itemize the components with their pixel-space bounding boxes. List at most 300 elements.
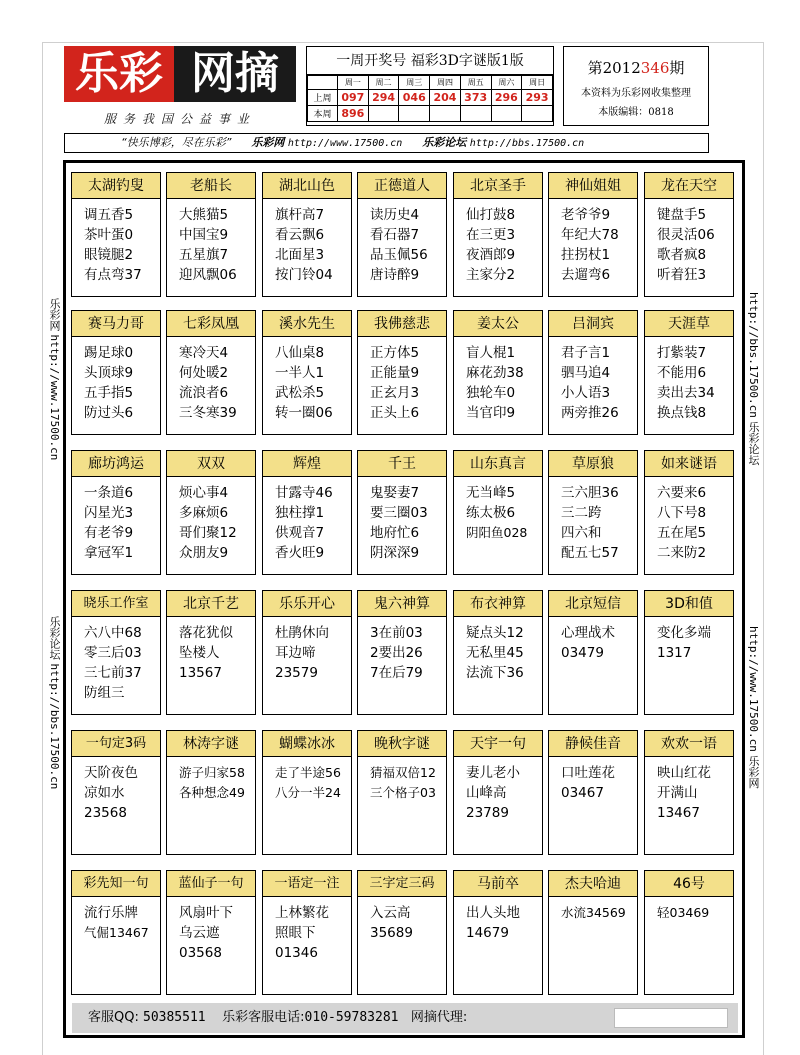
prediction-card — [71, 590, 161, 715]
prediction-card — [548, 870, 638, 995]
card-line: 唐诗醉9 — [370, 267, 420, 283]
prediction-card — [548, 450, 638, 575]
card-line: 口吐莲花 — [561, 765, 615, 781]
card-title: 欢欢一语 — [645, 731, 733, 757]
card-line: 键盘手5 — [657, 207, 707, 223]
logo-slogan: 服务我国公益事业 — [103, 112, 256, 126]
card-title: 七彩凤凰 — [167, 311, 255, 337]
card-line: 正能量9 — [370, 365, 420, 381]
card-body — [72, 897, 160, 943]
last-week-6: 296 — [491, 90, 522, 106]
card-line: 2要出26 — [370, 645, 423, 661]
card-title: 辉煌 — [263, 451, 351, 477]
card-title: 三字定三码 — [358, 871, 446, 897]
prediction-card — [71, 310, 161, 435]
card-line: 23568 — [84, 805, 127, 821]
card-title: 北京短信 — [549, 591, 637, 617]
card-line: 无私里45 — [466, 645, 524, 661]
card-title: 老船长 — [167, 173, 255, 199]
prediction-card — [453, 870, 543, 995]
card-line: 换点钱8 — [657, 405, 707, 421]
draw-title: 一周开奖号 福彩3D字谜版1版 — [307, 47, 553, 75]
card-line: 品玉佩56 — [370, 247, 428, 263]
card-title: 草原狼 — [549, 451, 637, 477]
card-line: 地府忙6 — [370, 525, 420, 541]
card-body — [167, 897, 255, 963]
card-line: 小人语3 — [561, 385, 611, 401]
prediction-card — [357, 310, 447, 435]
side-left-top — [48, 298, 61, 460]
side-left-bottom-url[interactable]: http://bbs.17500.cn — [48, 663, 61, 790]
prediction-card — [644, 870, 734, 995]
this-week-3 — [399, 106, 430, 122]
this-week-6 — [491, 106, 522, 122]
card-line: 三个格子03 — [370, 785, 436, 800]
card-line: 仙打鼓8 — [466, 207, 516, 223]
card-line: 八下号8 — [657, 505, 707, 521]
prediction-card — [166, 310, 256, 435]
card-title: 太湖钓叟 — [72, 173, 160, 199]
card-line: 读历史4 — [370, 207, 420, 223]
prediction-card — [453, 730, 543, 855]
card-title: 杰夫哈迪 — [549, 871, 637, 897]
card-line: 03568 — [179, 945, 222, 961]
card-title: 廊坊鸿运 — [72, 451, 160, 477]
card-line: 看石器7 — [370, 227, 420, 243]
card-line: 7在后79 — [370, 665, 423, 681]
side-right-bottom-name: 乐彩网 — [747, 755, 760, 789]
card-line: 转一圈06 — [275, 405, 333, 421]
card-line: 甘露寺46 — [275, 485, 333, 501]
issue-number: 346 — [640, 59, 670, 77]
side-right-bottom-url[interactable]: http://www.17500.cn — [747, 626, 760, 752]
card-line: 心理战术 — [561, 625, 615, 641]
card-line: 五星旗7 — [179, 247, 229, 263]
card-title: 如来谜语 — [645, 451, 733, 477]
card-line: 踢足球0 — [84, 345, 134, 361]
card-line: 头顶球9 — [84, 365, 134, 381]
card-body — [454, 199, 542, 285]
card-line: 妻儿老小 — [466, 765, 520, 781]
card-title: 赛马力哥 — [72, 311, 160, 337]
card-body — [167, 337, 255, 423]
card-line: 各种想念49 — [179, 785, 245, 800]
issue-suffix: 期 — [669, 59, 685, 77]
this-week-2 — [368, 106, 399, 122]
card-body — [167, 757, 255, 803]
prediction-card — [357, 450, 447, 575]
prediction-card — [548, 310, 638, 435]
side-left-bottom-name: 乐彩论坛 — [48, 616, 61, 660]
card-title: 晓乐工作室 — [72, 591, 160, 617]
side-left-bottom — [48, 616, 61, 789]
card-title: 一语定一注 — [263, 871, 351, 897]
card-title: 吕洞宾 — [549, 311, 637, 337]
this-week-label: 本周 — [308, 106, 338, 122]
card-body — [72, 199, 160, 285]
qq-number: 50385511 — [143, 1010, 206, 1025]
prediction-card — [453, 172, 543, 297]
card-line: 不能用6 — [657, 365, 707, 381]
card-title: 湖北山色 — [263, 173, 351, 199]
card-line: 六要来6 — [657, 485, 707, 501]
card-body — [549, 477, 637, 563]
prediction-card — [548, 172, 638, 297]
card-line: 一半人1 — [275, 365, 325, 381]
logo-part-1: 乐彩 — [64, 46, 174, 102]
card-line: 供观音7 — [275, 525, 325, 541]
card-body — [72, 617, 160, 703]
card-title: 林涛字谜 — [167, 731, 255, 757]
card-title: 一句定3码 — [72, 731, 160, 757]
site-url-link[interactable]: http://www.17500.cn — [287, 138, 403, 149]
card-body — [263, 477, 351, 563]
card-title: 蓝仙子一句 — [167, 871, 255, 897]
prediction-card — [548, 730, 638, 855]
card-line: 零三后03 — [84, 645, 142, 661]
card-line: 疑点头12 — [466, 625, 524, 641]
card-line: 在三更3 — [466, 227, 516, 243]
day-7: 周日 — [522, 76, 553, 90]
card-line: 无当峰5 — [466, 485, 516, 501]
side-left-top-url[interactable]: http://www.17500.cn — [48, 334, 61, 461]
forum-name: 乐彩论坛 — [422, 136, 467, 149]
prediction-card — [548, 590, 638, 715]
prediction-card — [644, 450, 734, 575]
card-line: 去遛弯6 — [561, 267, 611, 283]
card-body — [263, 337, 351, 423]
prediction-card — [166, 870, 256, 995]
card-body — [358, 199, 446, 285]
card-body — [454, 897, 542, 943]
side-right-top-name: 乐彩论坛 — [747, 421, 760, 466]
card-body — [645, 617, 733, 663]
side-right-top — [747, 292, 760, 465]
card-line: 正方体5 — [370, 345, 420, 361]
prediction-card — [262, 310, 352, 435]
card-line: 03467 — [561, 785, 604, 801]
card-line: 何处暖2 — [179, 365, 229, 381]
card-body — [167, 477, 255, 563]
last-week-1: 097 — [338, 90, 369, 106]
card-line: 流浪者6 — [179, 385, 229, 401]
card-line: 五在尾5 — [657, 525, 707, 541]
prediction-card — [357, 870, 447, 995]
card-line: 阴深深9 — [370, 545, 420, 561]
card-body — [645, 757, 733, 823]
card-line: 闪星光3 — [84, 505, 134, 521]
card-body — [645, 477, 733, 563]
card-line: 13467 — [657, 805, 700, 821]
card-line: 拄拐杖1 — [561, 247, 611, 263]
card-line: 流行乐牌 — [84, 905, 138, 921]
card-line: 乌云遮 — [179, 925, 220, 941]
card-line: 23579 — [275, 665, 318, 681]
phone-label: 乐彩客服电话: — [222, 1010, 305, 1025]
prediction-card — [644, 310, 734, 435]
card-title: 龙在天空 — [645, 173, 733, 199]
card-body — [549, 897, 637, 923]
prediction-card — [71, 450, 161, 575]
card-line: 阴阳鱼028 — [466, 525, 528, 540]
card-line: 落花犹似 — [179, 625, 233, 641]
card-body — [72, 757, 160, 823]
card-line: 五手指5 — [84, 385, 134, 401]
card-title: 溪水先生 — [263, 311, 351, 337]
card-line: 要三圈03 — [370, 505, 428, 521]
card-line: 寒冷天4 — [179, 345, 229, 361]
prediction-card — [71, 730, 161, 855]
card-line: 夜酒郎9 — [466, 247, 516, 263]
card-line: 23789 — [466, 805, 509, 821]
card-line: 三六胆36 — [561, 485, 619, 501]
prediction-card — [71, 172, 161, 297]
card-line: 耳边啼 — [275, 645, 316, 661]
card-body — [72, 337, 160, 423]
card-title: 正德道人 — [358, 173, 446, 199]
card-body — [454, 477, 542, 543]
card-line: 凉如水 — [84, 785, 125, 801]
card-title: 姜太公 — [454, 311, 542, 337]
side-right-bottom — [747, 626, 760, 788]
card-line: 眼镜腿2 — [84, 247, 134, 263]
card-body — [263, 897, 351, 963]
draw-table — [307, 75, 553, 122]
card-title: 马前卒 — [454, 871, 542, 897]
card-line: 盲人棍1 — [466, 345, 516, 361]
card-title: 布衣神算 — [454, 591, 542, 617]
card-line: 三冬寒39 — [179, 405, 237, 421]
site-name: 乐彩网 — [251, 136, 285, 149]
card-line: 坠楼人 — [179, 645, 220, 661]
card-line: 有老爷9 — [84, 525, 134, 541]
card-line: 防组三 — [84, 685, 125, 701]
last-week-3: 046 — [399, 90, 430, 106]
card-title: 46号 — [645, 871, 733, 897]
card-body — [549, 337, 637, 423]
prediction-card — [166, 730, 256, 855]
card-line: 八仙桌8 — [275, 345, 325, 361]
card-line: 驷马追4 — [561, 365, 611, 381]
card-line: 照眼下 — [275, 925, 316, 941]
card-line: 正头上6 — [370, 405, 420, 421]
card-line: 很灵活06 — [657, 227, 715, 243]
prediction-card — [357, 590, 447, 715]
card-title: 天涯草 — [645, 311, 733, 337]
card-line: 有点弯37 — [84, 267, 142, 283]
last-week-label: 上周 — [308, 90, 338, 106]
card-line: 烦心事4 — [179, 485, 229, 501]
card-body — [167, 199, 255, 285]
card-line: 开满山 — [657, 785, 698, 801]
prediction-card — [357, 172, 447, 297]
card-line: 看云飘6 — [275, 227, 325, 243]
card-line: 六八中68 — [84, 625, 142, 641]
card-body — [454, 757, 542, 823]
card-line: 麻花劲38 — [466, 365, 524, 381]
prediction-card — [644, 172, 734, 297]
card-line: 气倔13467 — [84, 925, 149, 940]
card-line: 主家分2 — [466, 267, 516, 283]
prediction-card — [262, 450, 352, 575]
card-title: 静候佳音 — [549, 731, 637, 757]
this-week-5 — [460, 106, 491, 122]
card-line: 三七前37 — [84, 665, 142, 681]
card-body — [645, 199, 733, 285]
card-line: 八分一半24 — [275, 785, 341, 800]
side-right-top-url[interactable]: http://bbs.17500.cn — [747, 292, 760, 418]
card-line: 歌者疯8 — [657, 247, 707, 263]
logo-part-2: 网摘 — [174, 46, 296, 102]
card-line: 当官印9 — [466, 405, 516, 421]
card-title: 天宇一句 — [454, 731, 542, 757]
card-line: 独柱撑1 — [275, 505, 325, 521]
card-line: 迎风飘06 — [179, 267, 237, 283]
card-line: 13567 — [179, 665, 222, 681]
card-line: 上林繁花 — [275, 905, 329, 921]
card-line: 打紫装7 — [657, 345, 707, 361]
card-line: 游子归家58 — [179, 765, 245, 780]
card-body — [263, 757, 351, 803]
prediction-card — [262, 870, 352, 995]
card-line: 走了半途56 — [275, 765, 341, 780]
last-week-4: 204 — [430, 90, 461, 106]
issue-editor: 本版编辑：0818 — [598, 107, 674, 118]
last-week-7: 293 — [522, 90, 553, 106]
card-line: 大熊猫5 — [179, 207, 229, 223]
card-line: 鬼娶妻7 — [370, 485, 420, 501]
prediction-card — [453, 590, 543, 715]
card-line: 北面星3 — [275, 247, 325, 263]
issue-note: 本资料为乐彩网收集整理 — [581, 88, 691, 99]
weekly-draw-box — [306, 46, 554, 126]
card-line: 老爷爷9 — [561, 207, 611, 223]
card-line: 法流下36 — [466, 665, 524, 681]
card-line: 35689 — [370, 925, 413, 941]
day-4: 周四 — [430, 76, 461, 90]
card-line: 按门铃04 — [275, 267, 333, 283]
card-line: 1317 — [657, 645, 692, 661]
card-body — [358, 757, 446, 803]
card-title: 晚秋字谜 — [358, 731, 446, 757]
card-title: 鬼六神算 — [358, 591, 446, 617]
card-line: 调五香5 — [84, 207, 134, 223]
card-line: 中国宝9 — [179, 227, 229, 243]
motto: “快乐博彩，尽在乐彩” — [121, 136, 232, 149]
card-line: 练太极6 — [466, 505, 516, 521]
forum-url-link[interactable]: http://bbs.17500.cn — [469, 138, 585, 149]
side-left-top-name: 乐彩网 — [48, 298, 61, 331]
card-line: 杜鹃休向 — [275, 625, 329, 641]
card-body — [549, 199, 637, 285]
card-line: 拿冠军1 — [84, 545, 134, 561]
card-body — [358, 897, 446, 943]
prediction-card — [453, 450, 543, 575]
card-line: 入云高 — [370, 905, 411, 921]
card-line: 防过头6 — [84, 405, 134, 421]
prediction-card — [453, 310, 543, 435]
card-line: 二来防2 — [657, 545, 707, 561]
day-1: 周一 — [338, 76, 369, 90]
card-line: 3在前03 — [370, 625, 423, 641]
prediction-card — [71, 870, 161, 995]
card-title: 双双 — [167, 451, 255, 477]
card-title: 北京圣手 — [454, 173, 542, 199]
card-line: 独轮车0 — [466, 385, 516, 401]
prediction-card — [644, 730, 734, 855]
card-line: 03479 — [561, 645, 604, 661]
agent-label: 网摘代理: — [410, 1010, 468, 1025]
card-line: 三二跨 — [561, 505, 602, 521]
card-line: 轻03469 — [657, 905, 710, 920]
card-body — [167, 617, 255, 683]
card-line: 年纪大78 — [561, 227, 619, 243]
card-line: 武松杀5 — [275, 385, 325, 401]
card-line: 猜福双倍12 — [370, 765, 436, 780]
card-line: 哥们聚12 — [179, 525, 237, 541]
card-title: 蝴蝶冰冰 — [263, 731, 351, 757]
tagline-bar — [64, 133, 709, 153]
this-week-7 — [522, 106, 553, 122]
card-body — [358, 477, 446, 563]
card-body — [358, 337, 446, 423]
card-line: 茶叶蛋0 — [84, 227, 134, 243]
card-line: 正玄月3 — [370, 385, 420, 401]
card-line: 香火旺9 — [275, 545, 325, 561]
card-title: 彩先知一句 — [72, 871, 160, 897]
card-body — [263, 199, 351, 285]
card-title: 北京千艺 — [167, 591, 255, 617]
this-week-1: 896 — [338, 106, 369, 122]
card-line: 听着狂3 — [657, 267, 707, 283]
card-line: 一条道6 — [84, 485, 134, 501]
issue-title — [564, 57, 708, 78]
last-week-2: 294 — [368, 90, 399, 106]
card-body — [454, 337, 542, 423]
this-week-4 — [430, 106, 461, 122]
card-line: 14679 — [466, 925, 509, 941]
prediction-card — [262, 172, 352, 297]
card-title: 乐乐开心 — [263, 591, 351, 617]
logo — [64, 46, 296, 128]
day-2: 周二 — [368, 76, 399, 90]
card-title: 我佛慈悲 — [358, 311, 446, 337]
card-body — [549, 757, 637, 803]
card-body — [263, 617, 351, 683]
card-line: 天阶夜色 — [84, 765, 138, 781]
card-line: 君子言1 — [561, 345, 611, 361]
card-line: 出人头地 — [466, 905, 520, 921]
card-line: 四六和 — [561, 525, 602, 541]
card-line: 两旁推26 — [561, 405, 619, 421]
card-line: 多麻烦6 — [179, 505, 229, 521]
card-body — [549, 617, 637, 663]
prediction-card — [166, 450, 256, 575]
card-line: 山峰高 — [466, 785, 507, 801]
card-line: 映山红花 — [657, 765, 711, 781]
card-title: 神仙姐姐 — [549, 173, 637, 199]
issue-box — [563, 46, 709, 126]
card-body — [358, 617, 446, 683]
card-line: 配五七57 — [561, 545, 619, 561]
prediction-card — [644, 590, 734, 715]
card-line: 变化多端 — [657, 625, 711, 641]
prediction-card — [262, 590, 352, 715]
card-body — [645, 337, 733, 423]
card-line: 水流34569 — [561, 905, 626, 920]
card-line: 卖出去34 — [657, 385, 715, 401]
prediction-card — [357, 730, 447, 855]
